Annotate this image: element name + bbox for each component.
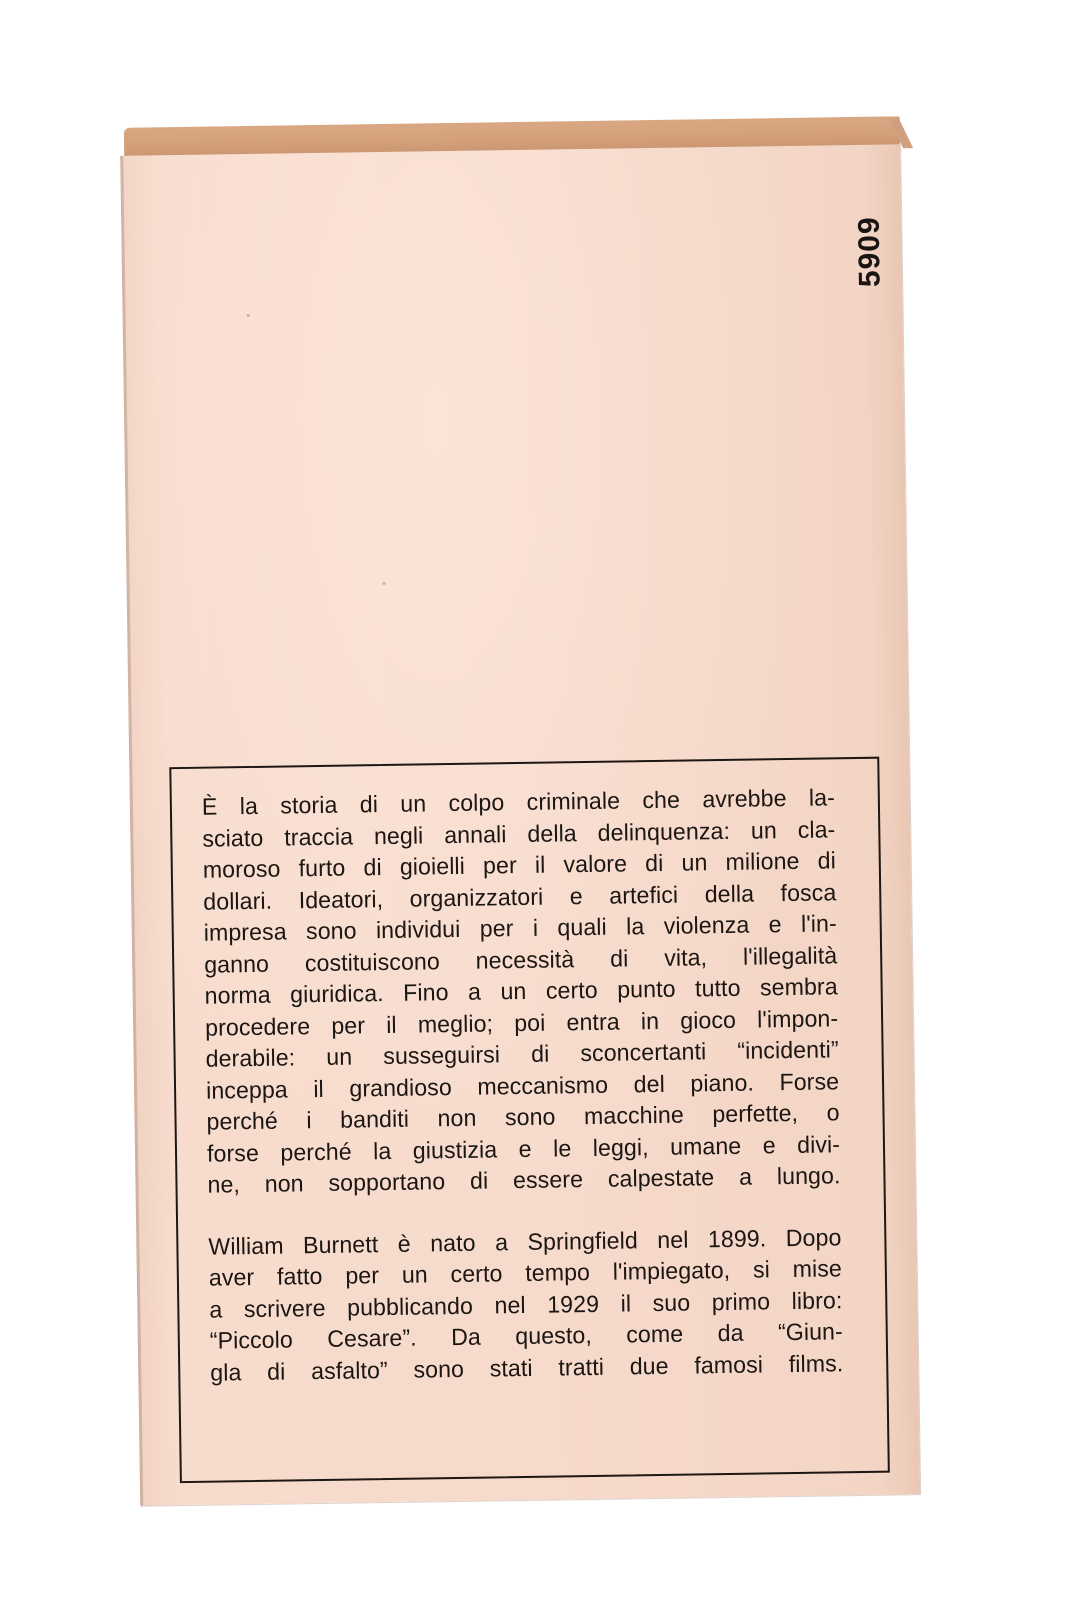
synopsis-line: ne, non sopportano di essere calpestate a lungo. — [207, 1163, 841, 1199]
synopsis-line: dollari. Ideatori, organizzatori e artefici della fosca — [203, 879, 837, 916]
author-bio-line: William Burnett è nato a Springfield nel 1899. Dopo — [208, 1224, 842, 1261]
synopsis-line: procedere per il meglio; poi entra in gioco l'impon- — [204, 1005, 839, 1042]
synopsis-line: sciato traccia negli annali della delinquenza: un cla- — [202, 816, 836, 853]
synopsis-line: inceppa il grandioso meccanismo del piano. Forse — [205, 1068, 840, 1105]
cover-surface — [120, 144, 920, 1505]
author-bio-line: “Piccolo Cesare”. Da questo, come da “Giun- — [209, 1319, 844, 1355]
author-bio-line: aver fatto per un certo tempo l'impiegato, si mise — [208, 1256, 843, 1292]
synopsis-line: È la storia di un colpo criminale che avrebbe la- — [201, 785, 836, 821]
synopsis-line: forse perché la giustizia e le leggi, umane e divi- — [206, 1131, 841, 1168]
synopsis-line: ganno costituiscono necessità di vita, l'illegalità — [204, 942, 838, 979]
synopsis-paragraph — [202, 783, 854, 1202]
synopsis-line: perché i banditi non sono macchine perfette, o — [206, 1100, 840, 1136]
synopsis-line: derabile: un susseguirsi di sconcertanti “incidenti” — [205, 1037, 839, 1073]
author-bio-line: gla di asfalto” sono stati tratti due famosi films. — [210, 1350, 844, 1387]
synopsis-line: norma giuridica. Fino a un certo punto tutto sembra — [204, 974, 838, 1010]
book-back-cover — [120, 116, 920, 1507]
author-bio-line: a scrivere pubblicando nel 1929 il suo primo libro: — [209, 1287, 843, 1324]
catalog-number-text: 5909 — [852, 216, 887, 288]
paper-speck — [383, 582, 386, 585]
paper-speck — [247, 314, 250, 317]
synopsis-line: moroso furto di gioielli per il valore di un milione di — [202, 848, 837, 884]
blurb-box — [169, 757, 890, 1483]
author-bio-paragraph — [208, 1223, 856, 1390]
catalog-number — [849, 196, 891, 307]
synopsis-line: impresa sono individui per i quali la violenza e l'in- — [203, 911, 837, 947]
